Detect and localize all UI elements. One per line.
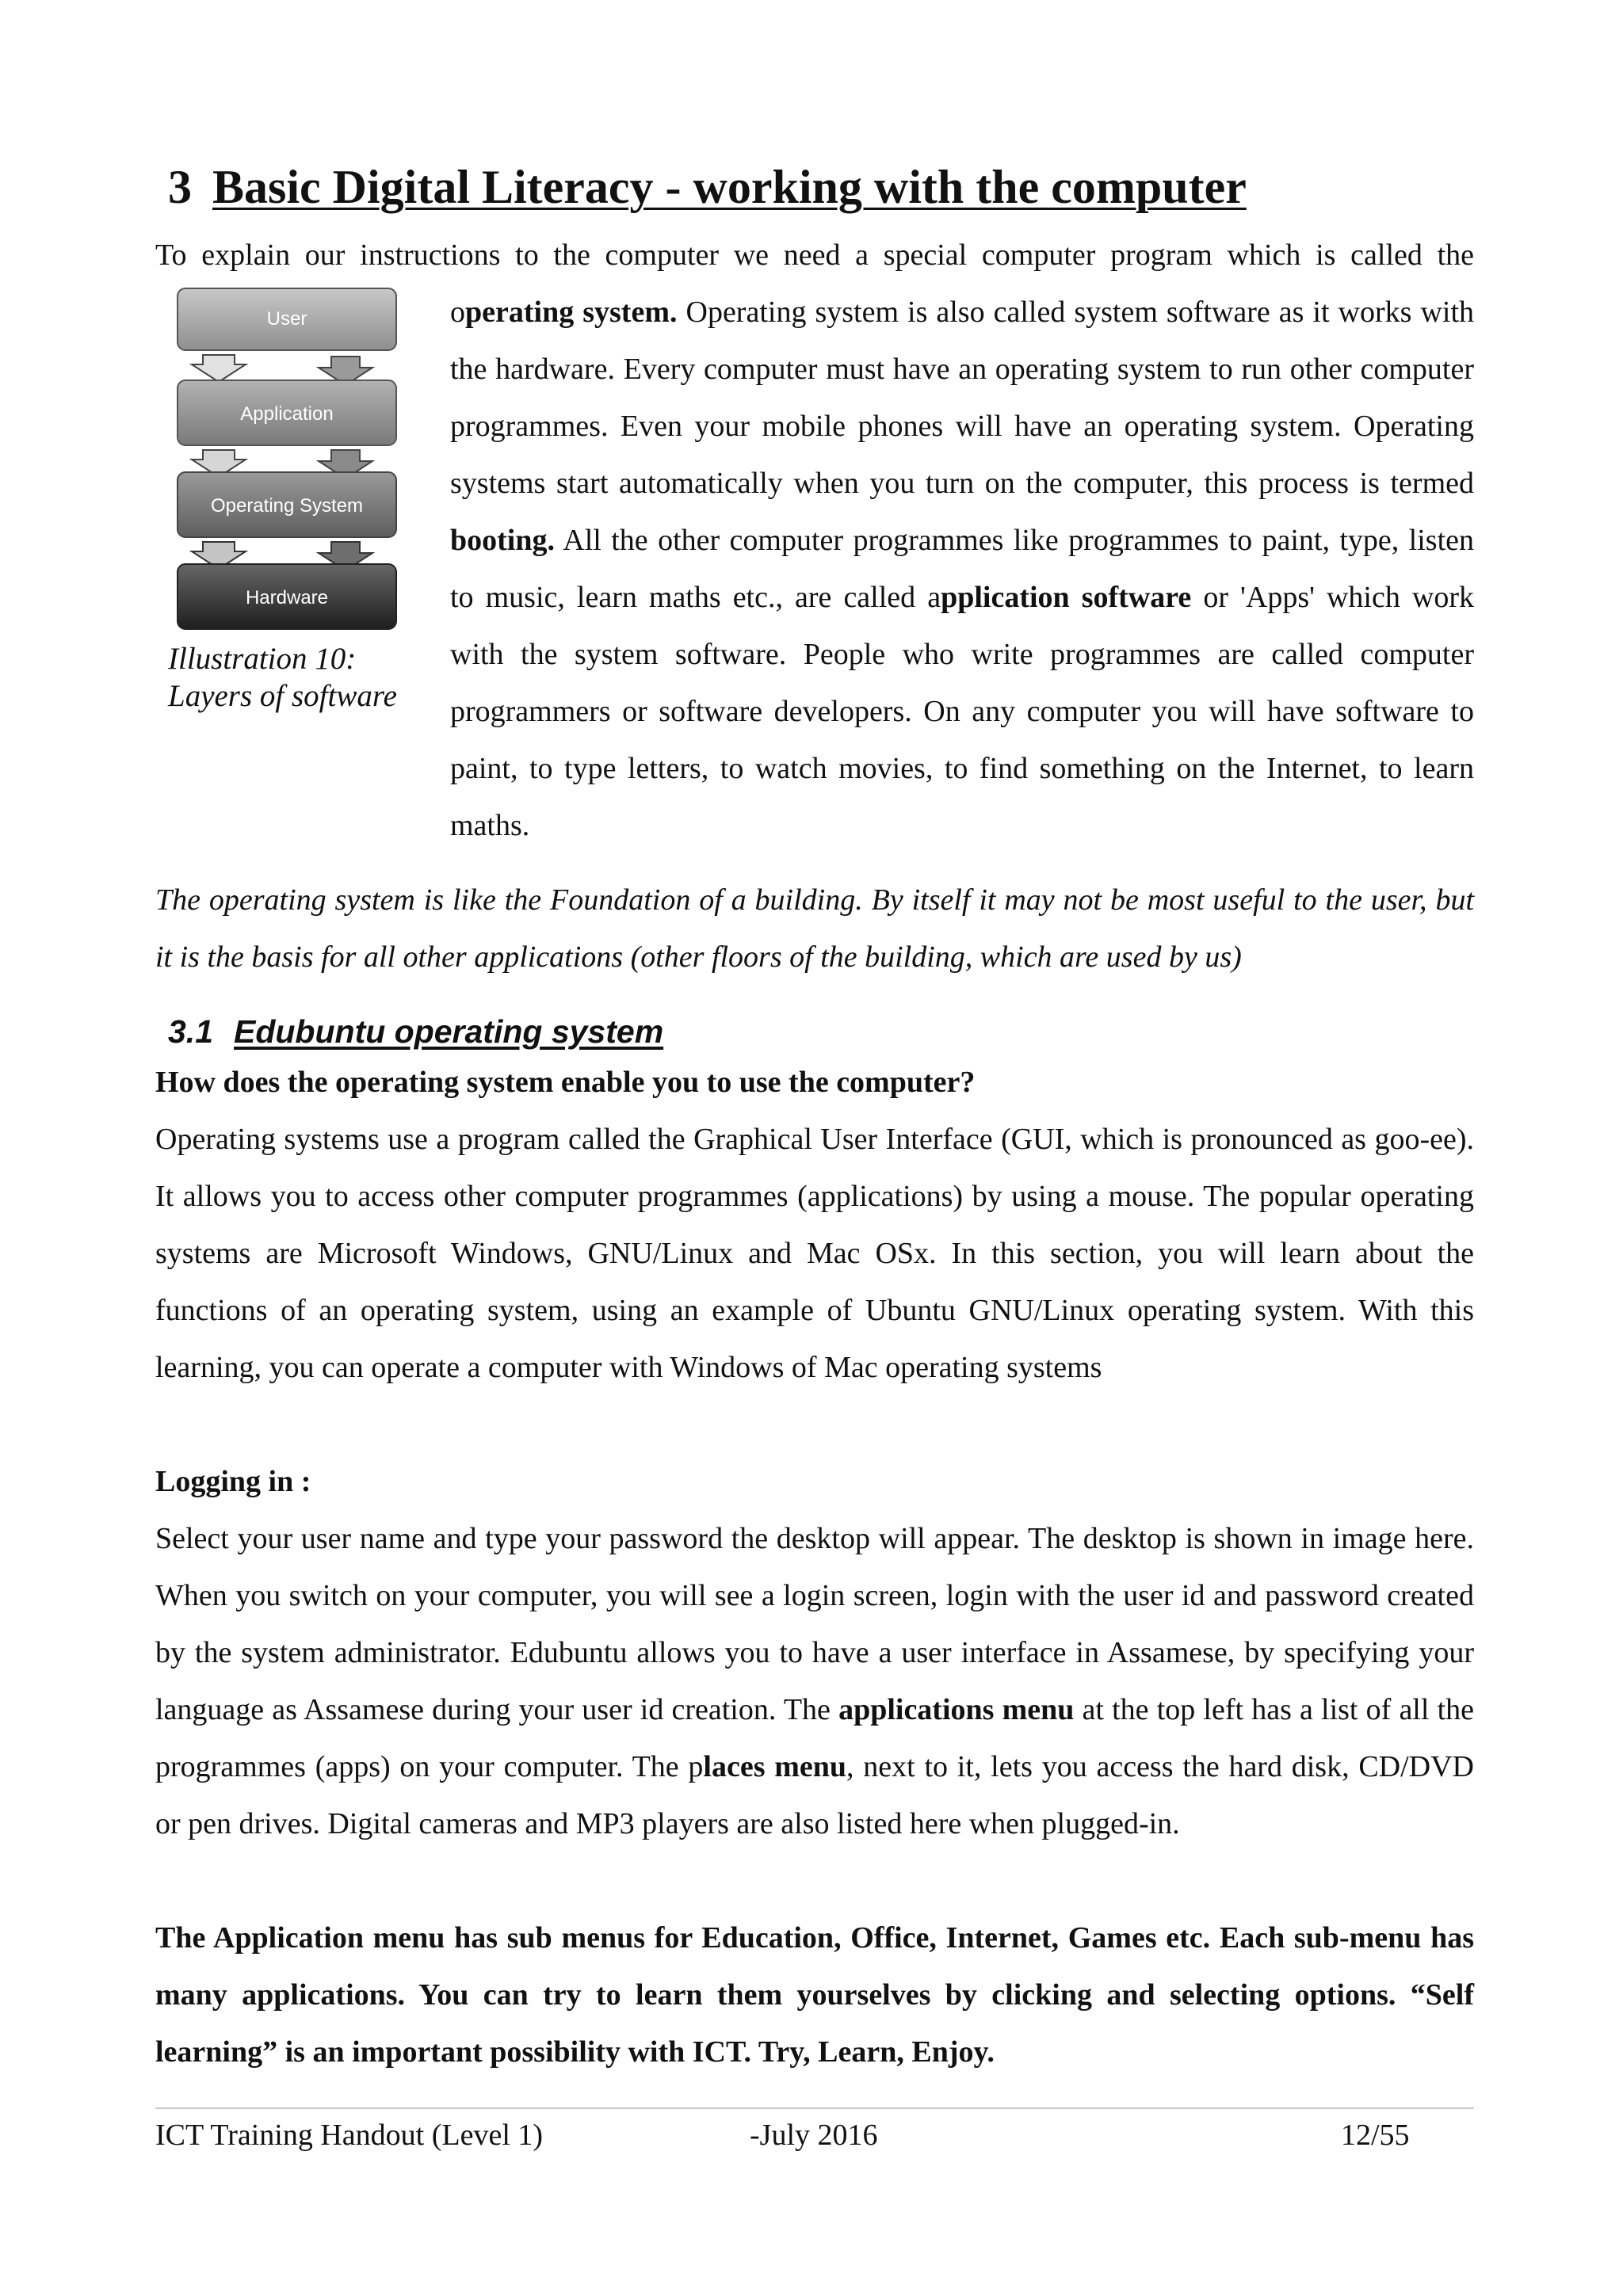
layer-label-user: User bbox=[266, 308, 307, 330]
page-number: 12/55 bbox=[1341, 2119, 1410, 2152]
app-term-lead: a bbox=[927, 581, 941, 614]
section-number: 3.1 bbox=[168, 1013, 213, 1050]
intro-first-line: To explain our instructions to the computer we need a special computer program which is called the bbox=[155, 238, 1474, 272]
figure-caption bbox=[168, 640, 406, 715]
application-menu-paragraph: The Application menu has sub menus for Education, Office, Internet, Games etc. Each sub-menu has many applications. You can try to learn them yourselves by clicking and selecting options. “Self learning” is an important possibility with ICT. Try, Learn, Enjoy. bbox=[155, 1921, 1474, 2069]
booting-term: booting. bbox=[450, 524, 555, 557]
os-term: perating system. bbox=[465, 296, 678, 329]
software-layers-diagram bbox=[176, 284, 403, 632]
login-text-1: Select your user name and type your password the desktop will appear. The desktop is shown in image here. When you switch on your computer, you will see a login screen, login with the user id and password created by the system administrator. Edubuntu allows you to have a user interface in Assamese, by specifying your language as Assamese during your user id creation. The bbox=[155, 1522, 1474, 1726]
layer-label-operating-system: Operating System bbox=[210, 495, 364, 517]
places-term-lead: p bbox=[688, 1750, 704, 1783]
logging-in-paragraph bbox=[155, 1510, 1474, 1852]
login-text-2: at the top left has a list of all the programmes (apps) on your computer. The bbox=[155, 1693, 1475, 1783]
layer-label-application: Application bbox=[240, 403, 334, 425]
foundation-quote: The operating system is like the Foundation of a building. By itself it may not be most useful to the user, but it is the basis for all other applications (other floors of the building, which are used by us) bbox=[155, 883, 1474, 974]
figure-caption-text: Layers of software bbox=[168, 679, 397, 713]
applications-menu-term: applications menu bbox=[838, 1693, 1075, 1726]
section-title: Edubuntu operating system bbox=[234, 1013, 664, 1050]
app-text: or 'Apps' which work with the system software. People who write programmes are called computer programmers or software developers. On any computer you will have software to paint, to type letters, to watch movies, to find something on the Internet, to learn maths. bbox=[450, 581, 1474, 842]
login-text-3: , next to it, lets you access the hard disk, CD/DVD or pen drives. Digital cameras and MP3 players are also listed here when plugged-in. bbox=[155, 1750, 1474, 1840]
chapter-heading bbox=[168, 155, 1247, 219]
os-term-lead: o bbox=[450, 296, 465, 329]
layer-label-hardware: Hardware bbox=[245, 587, 329, 608]
section-heading bbox=[168, 1008, 663, 1055]
places-menu-term: laces menu bbox=[703, 1750, 847, 1783]
gui-paragraph: Operating systems use a program called the Graphical User Interface (GUI, which is pronounced as goo-ee). It allows you to access other computer programmes (applications) by using a mouse. The popular operating systems are Microsoft Windows, GNU/Linux and Mac OSx. In this section, you will learn about the functions of an operating system, using an example of Ubuntu GNU/Linux operating system. With this learning, you can operate a computer with Windows of Mac operating systems bbox=[155, 1123, 1474, 1384]
footer-date: -July 2016 bbox=[750, 2119, 878, 2152]
chapter-title: Basic Digital Literacy - working with the computer bbox=[212, 161, 1247, 213]
application-software-term: pplication software bbox=[941, 581, 1192, 614]
logging-in-heading: Logging in : bbox=[155, 1465, 311, 1498]
booting-text: All the other computer programmes like programmes to paint, type, listen to music, learn maths etc., are called bbox=[450, 524, 1474, 614]
chapter-number: 3 bbox=[168, 161, 192, 213]
figure-caption-label: Illustration 10: bbox=[168, 642, 357, 676]
footer-title: ICT Training Handout (Level 1) bbox=[155, 2119, 544, 2152]
os-text: Operating system is also called system software as it works with the hardware. Every computer must have an operating system to run other computer programmes. Even your mobile phones will have an operating system. Operating systems start automatically when you turn on the computer, this process is termed bbox=[450, 296, 1474, 500]
question-heading: How does the operating system enable you to use the computer? bbox=[155, 1066, 976, 1099]
intro-paragraph bbox=[450, 284, 1474, 854]
